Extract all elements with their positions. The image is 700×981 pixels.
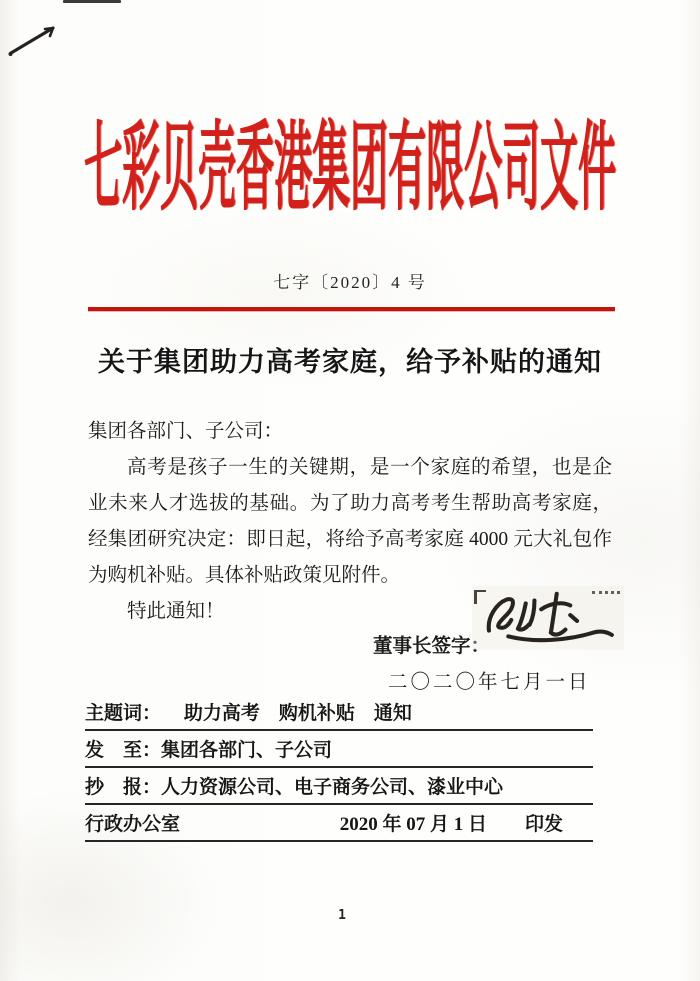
red-divider-rule <box>88 307 615 311</box>
row-label: 行政办公室 <box>85 814 181 835</box>
row-label: 发 至： <box>85 740 162 761</box>
footer-table <box>85 694 593 842</box>
document-number: 七字〔2020〕4 号 <box>273 273 427 292</box>
salutation: 集团各部门、子公司： <box>88 421 284 442</box>
table-row-send-to <box>85 731 593 768</box>
body-paragraph: 高考是孩子一生的关键期，是一个家庭的希望，也是企业未来人才选拔的基础。为了助力高考考生帮助高考家庭，经集团研究决定：即日起，将给予高考家庭 4000 元大礼包作为购机补贴。具体补贴政策见附件。 <box>88 457 612 586</box>
row-value: 助力高考 购机补贴 通知 <box>183 703 412 724</box>
signature-patch <box>472 586 624 650</box>
table-row-issuer <box>85 805 593 842</box>
chairman-signature-icon <box>474 588 622 648</box>
row-value: 人力资源公司、电子商务公司、漆业中心 <box>161 777 504 798</box>
row-label: 抄 报： <box>85 777 162 798</box>
table-row-copy-to <box>85 768 593 805</box>
row-label: 主题词： <box>85 703 162 724</box>
document-date: 二〇二〇年七月一日 <box>388 672 591 693</box>
row-value: 集团各部门、子公司 <box>161 740 333 761</box>
row-value: 2020 年 07 月 1 日 印发 <box>339 814 563 835</box>
pen-stroke-icon <box>4 14 68 62</box>
scan-artifact-line <box>63 0 121 3</box>
page-number: 1 <box>338 908 346 923</box>
chairman-signature-label: 董事长签字： <box>373 636 491 657</box>
document-title: 关于集团助力高考家庭，给予补贴的通知 <box>98 347 602 377</box>
letterhead-org-title: 七彩贝壳香港集团有限公司文件 <box>83 116 616 224</box>
table-row-subject <box>85 694 593 731</box>
closing-line: 特此通知！ <box>127 601 225 622</box>
